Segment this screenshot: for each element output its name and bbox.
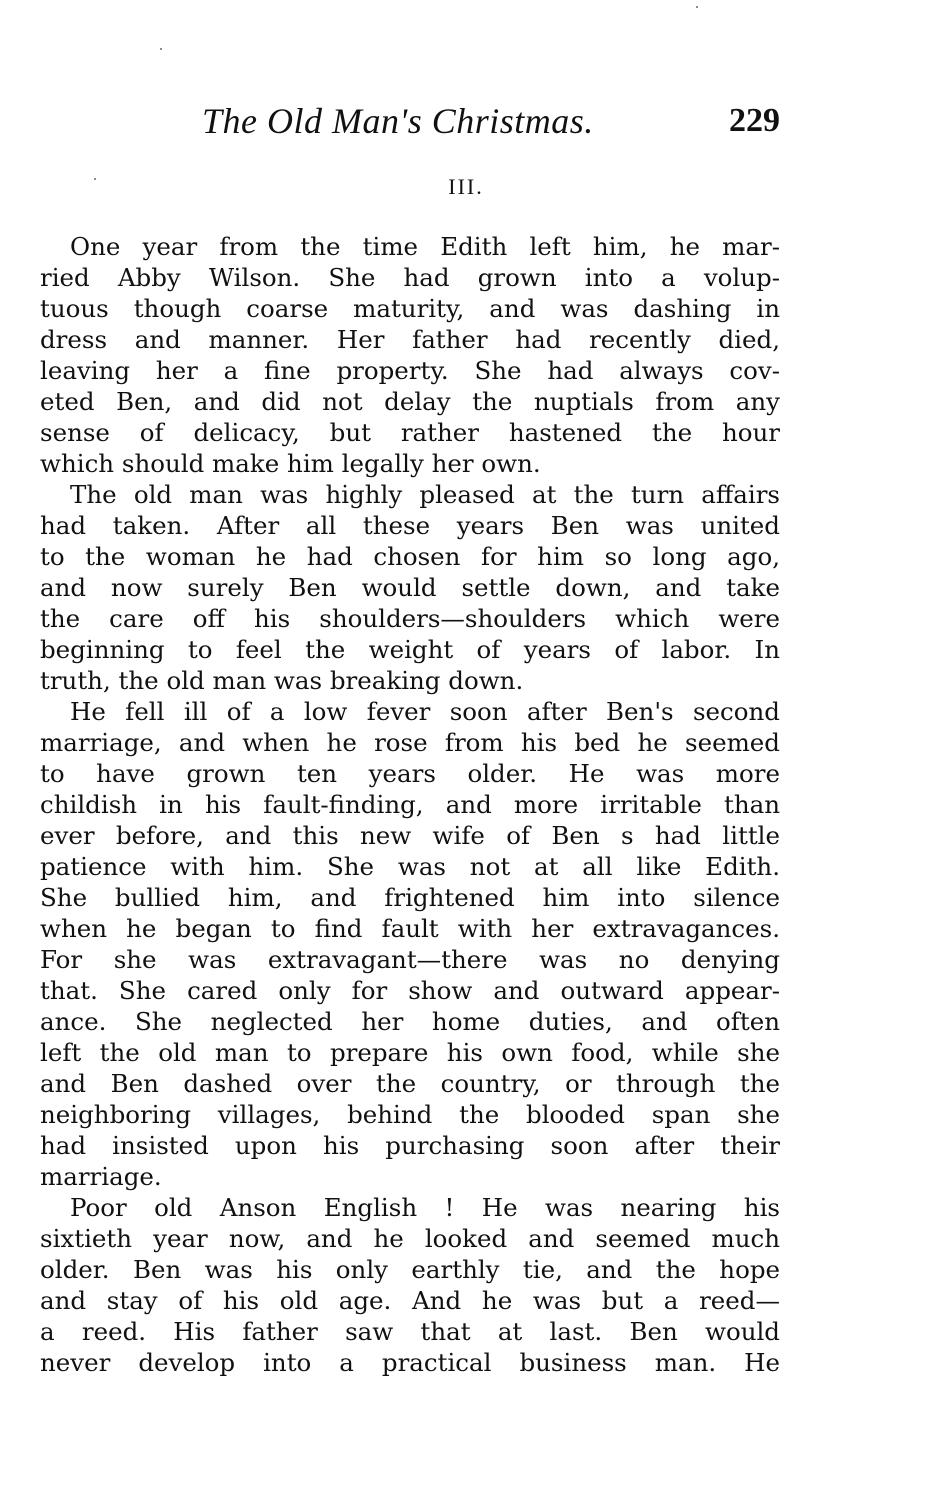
text-line: which should make him legally her own. xyxy=(40,449,541,478)
text-line: ried Abby Wilson. She had grown into a volup- xyxy=(40,263,780,292)
scan-speck xyxy=(696,6,698,8)
text-line: beginning to feel the weight of years of labor. In xyxy=(40,635,780,664)
text-line: eted Ben, and did not delay the nuptials from any xyxy=(40,387,780,416)
text-line: to have grown ten years older. He was more xyxy=(40,759,780,788)
text-line: ance. She neglected her home duties, and often xyxy=(40,1007,780,1036)
text-line: sense of delicacy, but rather hastened the hour xyxy=(40,418,780,447)
scan-speck xyxy=(94,178,96,180)
text-line: neighboring villages, behind the blooded span she xyxy=(40,1100,780,1129)
text-line: dress and manner. Her father had recently died, xyxy=(40,325,780,354)
text-line: leaving her a fine property. She had always cov- xyxy=(40,356,780,385)
paragraph-1 xyxy=(40,231,780,479)
text-line: ever before, and this new wife of Ben s had little xyxy=(40,821,780,850)
running-title: The Old Man's Christmas. xyxy=(202,101,594,141)
text-line: and Ben dashed over the country, or through the xyxy=(40,1069,780,1098)
text-line: to the woman he had chosen for him so long ago, xyxy=(40,542,780,571)
text-line: truth, the old man was breaking down. xyxy=(40,666,524,695)
text-line: and now surely Ben would settle down, and take xyxy=(40,573,780,602)
text-line: the care off his shoulders—shoulders which were xyxy=(40,604,780,633)
text-line: when he began to find fault with her extravagances. xyxy=(40,914,780,943)
paragraph-3 xyxy=(40,696,780,1192)
running-head xyxy=(40,96,780,146)
text-line: sixtieth year now, and he looked and seemed much xyxy=(40,1224,780,1253)
text-line: patience with him. She was not at all like Edith. xyxy=(40,852,780,881)
text-line: She bullied him, and frightened him into silence xyxy=(40,883,780,912)
text-line: a reed. His father saw that at last. Ben would xyxy=(40,1317,780,1346)
text-line: tuous though coarse maturity, and was dashing in xyxy=(40,294,780,323)
text-line: never develop into a practical business man. He xyxy=(40,1348,780,1377)
text-line: had taken. After all these years Ben was united xyxy=(40,511,780,540)
text-line: that. She cared only for show and outward appear- xyxy=(40,976,780,1005)
text-line: He fell ill of a low fever soon after Ben's second xyxy=(70,697,780,726)
text-line: had insisted upon his purchasing soon after their xyxy=(40,1131,780,1160)
text-line: marriage, and when he rose from his bed he seemed xyxy=(40,728,780,757)
section-heading: III. xyxy=(448,174,484,199)
text-line: childish in his fault-finding, and more irritable than xyxy=(40,790,780,819)
text-line: Poor old Anson English ! He was nearing his xyxy=(70,1193,780,1222)
paragraph-2 xyxy=(40,479,780,696)
body-text xyxy=(40,231,780,1378)
text-line: The old man was highly pleased at the turn affairs xyxy=(70,480,780,509)
text-line: marriage. xyxy=(40,1162,162,1191)
paragraph-4 xyxy=(40,1192,780,1378)
scan-speck xyxy=(160,48,162,50)
text-line: and stay of his old age. And he was but a reed— xyxy=(40,1286,780,1315)
text-line: older. Ben was his only earthly tie, and the hope xyxy=(40,1255,780,1284)
page-number: 229 xyxy=(729,102,780,139)
text-line: One year from the time Edith left him, he mar- xyxy=(70,232,780,261)
text-line: For she was extravagant—there was no denying xyxy=(40,945,780,974)
text-line: left the old man to prepare his own food, while she xyxy=(40,1038,780,1067)
